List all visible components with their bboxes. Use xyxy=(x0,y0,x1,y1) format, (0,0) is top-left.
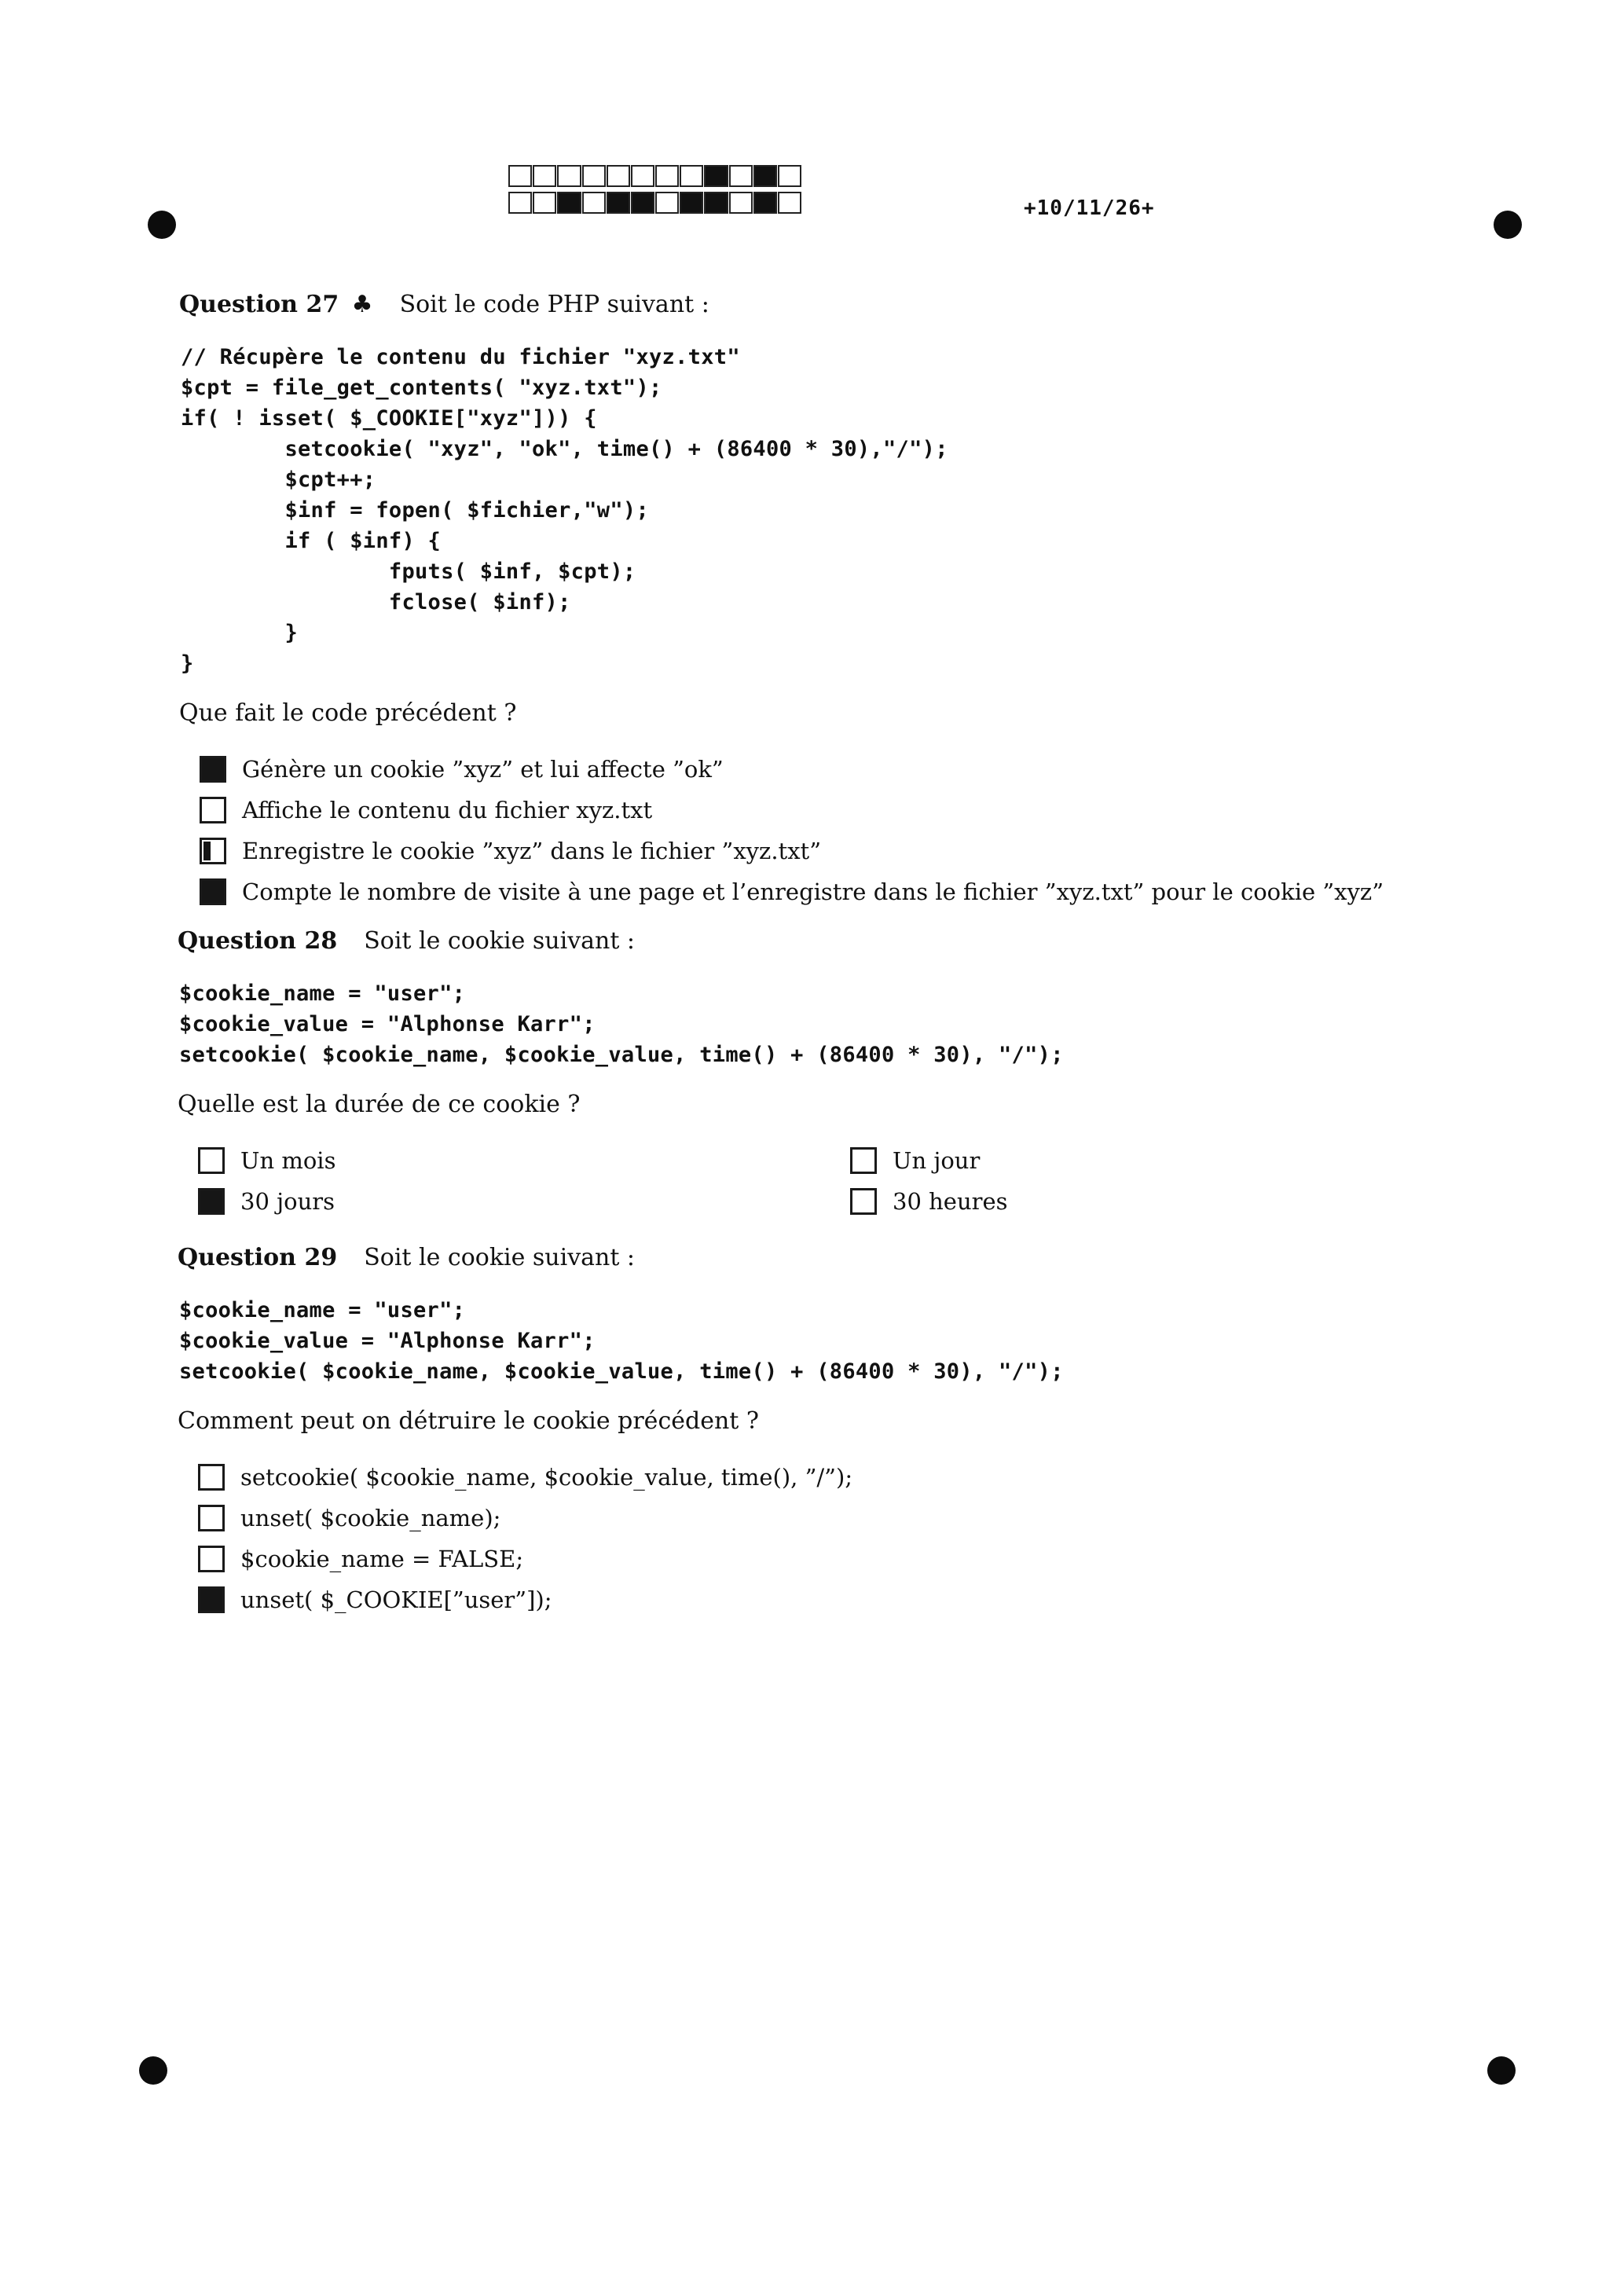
answer-list xyxy=(178,1140,1466,1222)
answer-text: 30 heures xyxy=(893,1188,1008,1215)
club-icon: ♣ xyxy=(351,291,373,318)
question-header xyxy=(178,1244,1466,1271)
barcode-cell xyxy=(704,165,728,187)
sheet-barcode xyxy=(508,165,802,218)
barcode-cell xyxy=(655,165,679,187)
answer-choice[interactable] xyxy=(198,1498,1466,1539)
barcode-cell xyxy=(753,165,777,187)
answer-checkbox[interactable] xyxy=(198,1147,225,1174)
answer-choice[interactable] xyxy=(198,1579,1466,1620)
barcode-cell xyxy=(582,165,606,187)
question-header xyxy=(179,291,1468,318)
barcode-cell xyxy=(753,192,777,214)
barcode-cell xyxy=(778,165,801,187)
question-intro: Soit le cookie suivant : xyxy=(364,1244,636,1271)
answer-choice[interactable] xyxy=(850,1140,1322,1181)
answer-checkbox[interactable] xyxy=(850,1188,877,1215)
barcode-cell xyxy=(631,165,654,187)
answer-list xyxy=(179,749,1468,912)
code-block: // Récupère le contenu du fichier "xyz.txt" $cpt = file_get_contents( "xyz.txt"); if( ! isset( $_COOKIE["xyz"])) { setcookie( "xyz", "ok", time() + (86400 * 30),"/"); $cpt++; $inf = fopen( $fichier,"w"); if ( $inf) { fputs( $inf, $cpt); fclose( $inf); } } xyxy=(181,345,948,676)
barcode-cell xyxy=(582,192,606,214)
registration-mark-bottom-right xyxy=(1487,2056,1516,2085)
question-label xyxy=(179,291,373,318)
answer-text: unset( $_COOKIE[”user”]); xyxy=(240,1586,552,1613)
barcode-cell xyxy=(607,192,630,214)
answer-checkbox[interactable] xyxy=(200,756,226,783)
answer-checkbox[interactable] xyxy=(200,838,226,864)
question-27 xyxy=(179,291,1468,912)
barcode-row xyxy=(508,165,802,187)
barcode-cell xyxy=(680,165,703,187)
question-intro: Soit le cookie suivant : xyxy=(364,927,636,955)
question-header xyxy=(178,927,1466,955)
barcode-cell xyxy=(729,192,753,214)
barcode-cell xyxy=(557,192,581,214)
question-prompt: Quelle est la durée de ce cookie ? xyxy=(178,1091,581,1118)
sheet-id: +10/11/26+ xyxy=(1024,196,1155,220)
question-prompt: Comment peut on détruire le cookie précédent ? xyxy=(178,1407,759,1435)
registration-mark-bottom-left xyxy=(139,2056,167,2085)
barcode-cell xyxy=(557,165,581,187)
answer-checkbox[interactable] xyxy=(198,1188,225,1215)
registration-mark-top-right xyxy=(1494,211,1522,239)
answer-text: Enregistre le cookie ”xyz” dans le fichier ”xyz.txt” xyxy=(242,838,822,864)
answer-checkbox[interactable] xyxy=(200,878,226,905)
answer-text: Affiche le contenu du fichier xyz.txt xyxy=(242,797,653,823)
barcode-cell xyxy=(631,192,654,214)
barcode-cell xyxy=(680,192,703,214)
question-28 xyxy=(178,927,1466,1222)
answer-checkbox[interactable] xyxy=(198,1546,225,1572)
answer-choice[interactable] xyxy=(198,1140,850,1181)
answer-checkbox[interactable] xyxy=(200,797,226,823)
barcode-cell xyxy=(778,192,801,214)
answer-list xyxy=(178,1457,1466,1620)
answer-choice[interactable] xyxy=(850,1181,1322,1222)
answer-checkbox[interactable] xyxy=(850,1147,877,1174)
answer-choice[interactable] xyxy=(200,831,1468,871)
answer-choice[interactable] xyxy=(200,749,1468,790)
barcode-row xyxy=(508,192,802,214)
barcode-cell xyxy=(508,165,532,187)
registration-mark-top-left xyxy=(148,211,176,239)
answer-text: unset( $cookie_name); xyxy=(240,1505,501,1531)
question-prompt: Que fait le code précédent ? xyxy=(179,699,517,727)
answer-text: Un mois xyxy=(240,1147,336,1174)
answer-choice[interactable] xyxy=(200,871,1468,912)
question-intro: Soit le code PHP suivant : xyxy=(399,291,709,318)
barcode-cell xyxy=(533,192,556,214)
barcode-cell xyxy=(704,192,728,214)
question-29 xyxy=(178,1244,1466,1620)
code-block: $cookie_name = "user"; $cookie_value = "Alphonse Karr"; setcookie( $cookie_name, $cookie_value, time() + (86400 * 30), "/"); xyxy=(179,981,1064,1067)
answer-text: Un jour xyxy=(893,1147,981,1174)
answer-text: setcookie( $cookie_name, $cookie_value, time(), ”/”); xyxy=(240,1464,853,1491)
question-number: Question 27 xyxy=(179,291,339,318)
answer-text: 30 jours xyxy=(240,1188,335,1215)
barcode-cell xyxy=(508,192,532,214)
question-label: Question 29 xyxy=(178,1244,338,1271)
answer-choice[interactable] xyxy=(198,1457,1466,1498)
answer-text: $cookie_name = FALSE; xyxy=(240,1546,524,1572)
answer-checkbox[interactable] xyxy=(198,1505,225,1531)
answer-checkbox[interactable] xyxy=(198,1464,225,1491)
answer-choice[interactable] xyxy=(198,1181,850,1222)
barcode-cell xyxy=(655,192,679,214)
question-label: Question 28 xyxy=(178,927,338,955)
barcode-cell xyxy=(607,165,630,187)
barcode-cell xyxy=(533,165,556,187)
answer-choice[interactable] xyxy=(198,1539,1466,1579)
answer-text: Compte le nombre de visite à une page et l’enregistre dans le fichier ”xyz.txt” pour le cookie ”xyz” xyxy=(242,878,1384,905)
answer-checkbox[interactable] xyxy=(198,1586,225,1613)
code-block: $cookie_name = "user"; $cookie_value = "Alphonse Karr"; setcookie( $cookie_name, $cookie_value, time() + (86400 * 30), "/"); xyxy=(179,1298,1064,1384)
answer-choice[interactable] xyxy=(200,790,1468,831)
barcode-cell xyxy=(729,165,753,187)
answer-text: Génère un cookie ”xyz” et lui affecte ”ok” xyxy=(242,756,724,783)
